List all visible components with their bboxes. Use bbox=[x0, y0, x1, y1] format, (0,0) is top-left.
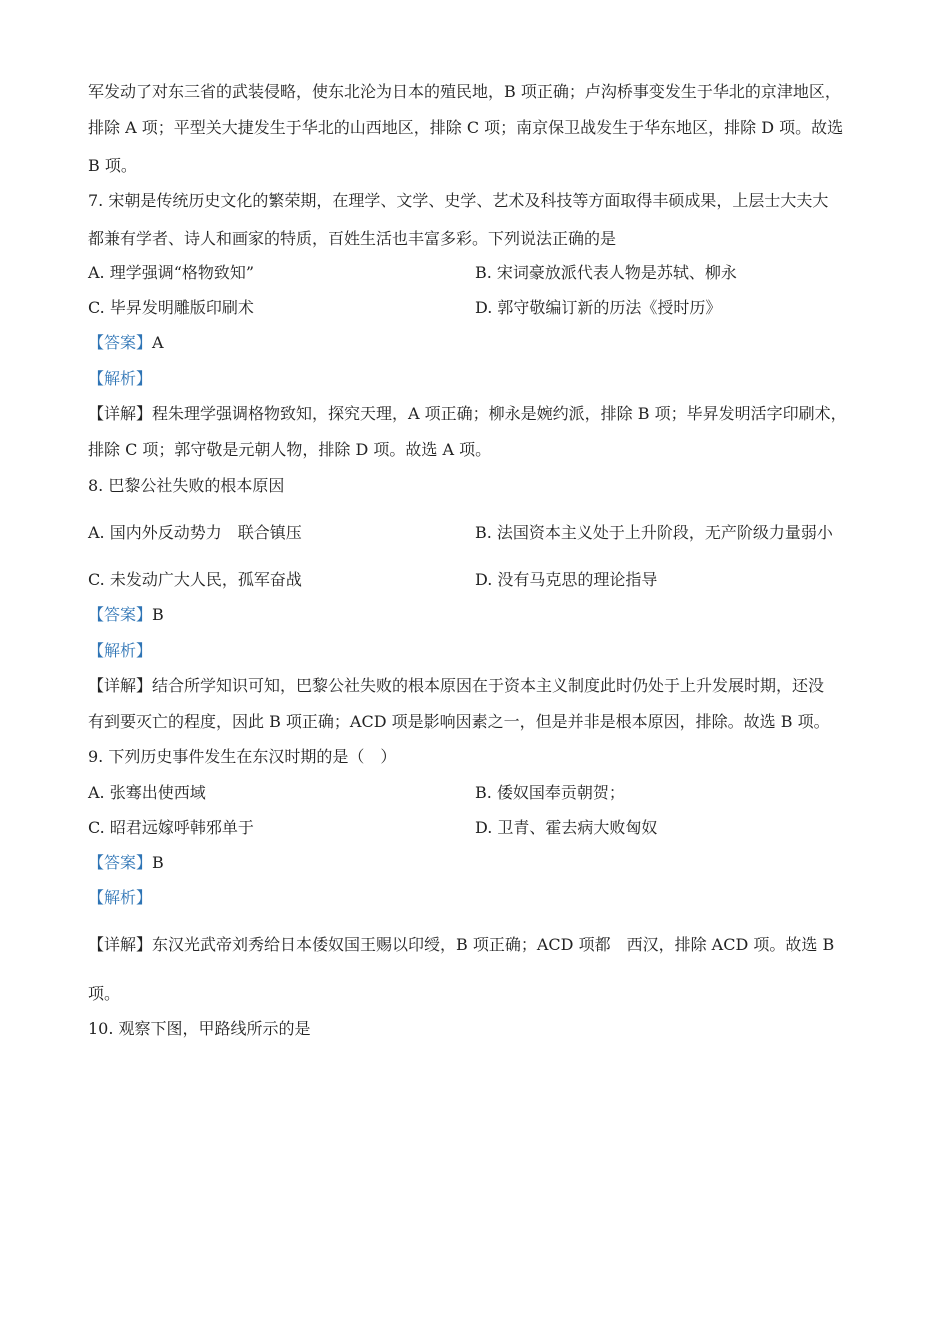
q9-analysis-tag bbox=[88, 887, 152, 909]
q8-option-b: B. 法国资本主义处于上升阶段，无产阶级力量弱小 bbox=[475, 523, 833, 542]
q7-option-a: A. 理学强调“格物致知” bbox=[88, 263, 255, 282]
q9-answer-row bbox=[88, 852, 164, 874]
q7-answer-row bbox=[88, 332, 164, 354]
detail-tag: 【详解】 bbox=[88, 676, 153, 695]
q9-answer-value: B bbox=[152, 853, 164, 872]
q9-option-c: C. 昭君远嫁呼韩邪单于 bbox=[88, 818, 254, 837]
q7-detail-line-2: 排除 C 项；郭守敬是元朝人物，排除 D 项。故选 A 项。 bbox=[88, 440, 492, 459]
q7-answer-value: A bbox=[152, 333, 164, 352]
q8-analysis-tag bbox=[88, 640, 152, 662]
q8-stem: 8. 巴黎公社失败的根本原因 bbox=[88, 476, 285, 495]
q8-detail-line-1 bbox=[88, 675, 824, 697]
q8-option-d: D. 没有马克思的理论指导 bbox=[475, 570, 658, 589]
q7-detail-text-1: 程朱理学强调格物致知，探究天理，A 项正确；柳永是婉约派，排除 B 项；毕昇发明活字印刷术， bbox=[152, 404, 847, 423]
q7-analysis-tag bbox=[88, 368, 152, 390]
q8-option-c: C. 未发动广大人民，孤军奋战 bbox=[88, 570, 302, 589]
q9-option-d: D. 卫青、霍去病大败匈奴 bbox=[475, 818, 658, 837]
q7-stem-line-2: 都兼有学者、诗人和画家的特质，百姓生活也丰富多彩。下列说法正确的是 bbox=[88, 229, 617, 248]
answer-tag: 【答案】 bbox=[88, 605, 153, 624]
q9-option-b: B. 倭奴国奉贡朝贺； bbox=[475, 783, 625, 802]
analysis-tag: 【解析】 bbox=[88, 369, 153, 388]
q9-option-a: A. 张骞出使西域 bbox=[88, 783, 206, 802]
answer-tag: 【答案】 bbox=[88, 853, 153, 872]
detail-tag: 【详解】 bbox=[88, 404, 153, 423]
q9-detail-text-1: 东汉光武帝刘秀给日本倭奴国王赐以印绶，B 项正确；ACD 项都 西汉，排除 ACD 项。故选 B bbox=[152, 935, 835, 954]
q8-answer-row bbox=[88, 604, 164, 626]
q9-stem: 9. 下列历史事件发生在东汉时期的是（ ） bbox=[88, 747, 397, 766]
prev-analysis-line-3: B 项。 bbox=[88, 156, 137, 175]
analysis-tag: 【解析】 bbox=[88, 888, 153, 907]
prev-analysis-line-1: 军发动了对东三省的武装侵略，使东北沦为日本的殖民地，B 项正确；卢沟桥事变发生于华北的京津地区， bbox=[88, 82, 841, 101]
analysis-tag: 【解析】 bbox=[88, 641, 153, 660]
q9-detail-line-1 bbox=[88, 934, 834, 956]
q8-detail-text-1: 结合所学知识可知，巴黎公社失败的根本原因在于资本主义制度此时仍处于上升发展时期，还没 bbox=[152, 676, 825, 695]
detail-tag: 【详解】 bbox=[88, 935, 153, 954]
q7-option-d: D. 郭守敬编订新的历法《授时历》 bbox=[475, 298, 722, 317]
q7-option-c: C. 毕昇发明雕版印刷术 bbox=[88, 298, 254, 317]
q8-detail-line-2: 有到要灭亡的程度，因此 B 项正确；ACD 项是影响因素之一，但是并非是根本原因，排除。故选 B 项。 bbox=[88, 712, 830, 731]
q10-stem: 10. 观察下图，甲路线所示的是 bbox=[88, 1019, 311, 1038]
answer-tag: 【答案】 bbox=[88, 333, 153, 352]
prev-analysis-line-2: 排除 A 项；平型关大捷发生于华北的山西地区，排除 C 项；南京保卫战发生于华东地区，排除 D 项。故选 bbox=[88, 118, 844, 137]
q7-option-b: B. 宋词豪放派代表人物是苏轼、柳永 bbox=[475, 263, 737, 282]
q8-answer-value: B bbox=[152, 605, 164, 624]
q8-option-a: A. 国内外反动势力 联合镇压 bbox=[88, 523, 302, 542]
q9-detail-line-2: 项。 bbox=[88, 984, 121, 1003]
q7-detail-line-1 bbox=[88, 403, 847, 425]
q7-stem-line-1: 7. 宋朝是传统历史文化的繁荣期，在理学、文学、史学、艺术及科技等方面取得丰硕成果，上层士大夫大 bbox=[88, 191, 829, 210]
